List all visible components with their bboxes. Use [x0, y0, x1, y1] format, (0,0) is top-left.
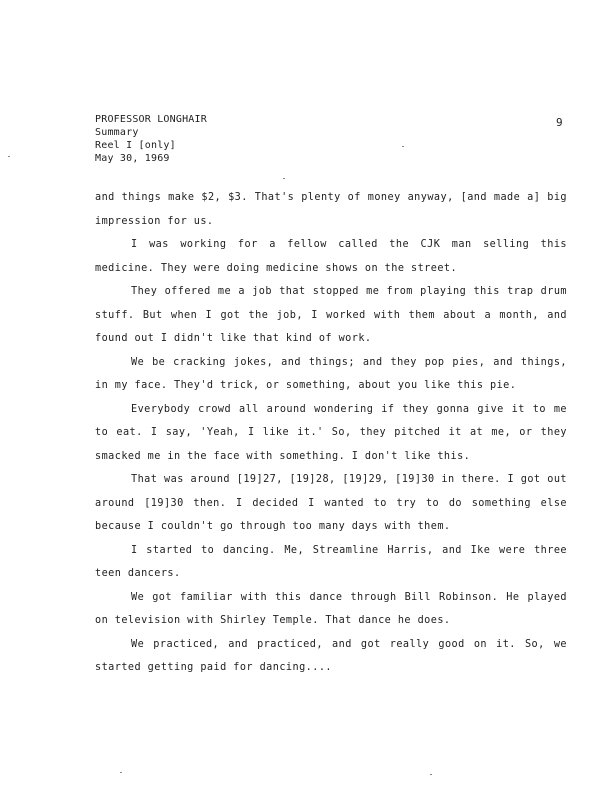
paragraph: We practiced, and practiced, and got really good on it. So, we started getting paid for dancing....: [95, 638, 567, 673]
paragraph: and things make $2, $3. That's plenty of money anyway, [and made a] big impression for us.: [95, 192, 567, 227]
paragraph: Everybody crowd all around wondering if they gonna give it to me to eat. I say, 'Yeah, I like it.' So, they pitched it at me, or they smacked me in the face with something. I don't like this.: [95, 403, 567, 462]
paragraph: They offered me a job that stopped me from playing this trap drum stuff. But when I got the job, I worked with them about a month, and found out I didn't like that kind of work.: [95, 286, 567, 344]
transcript-body: [95, 186, 567, 680]
paragraph: We be cracking jokes, and things; and they pop pies, and things, in my face. They'd trick, or something, about you like this pie.: [95, 356, 567, 391]
document-header: [95, 113, 207, 165]
scan-speck: [430, 774, 432, 775]
paragraph: I was working for a fellow called the CJK man selling this medicine. They were doing medicine shows on the street.: [95, 239, 567, 274]
header-reel: Reel I [only]: [95, 140, 176, 151]
scan-speck: [8, 156, 10, 157]
page-number: 9: [556, 116, 563, 129]
paragraph: I started to dancing. Me, Streamline Harris, and Ike were three teen dancers.: [95, 544, 567, 579]
scan-speck: [283, 178, 285, 179]
paragraph: We got familiar with this dance through Bill Robinson. He played on television with Shirley Temple. That dance he does.: [95, 591, 567, 626]
scan-speck: [402, 146, 404, 147]
header-title: PROFESSOR LONGHAIR: [95, 114, 207, 125]
header-subtitle: Summary: [95, 127, 139, 138]
header-date: May 30, 1969: [95, 153, 170, 164]
scan-speck: [120, 772, 122, 773]
paragraph: That was around [19]27, [19]28, [19]29, [19]30 in there. I got out around [19]30 then. I decided I wanted to try to do something else because I couldn't go through too many days with them.: [95, 474, 567, 532]
